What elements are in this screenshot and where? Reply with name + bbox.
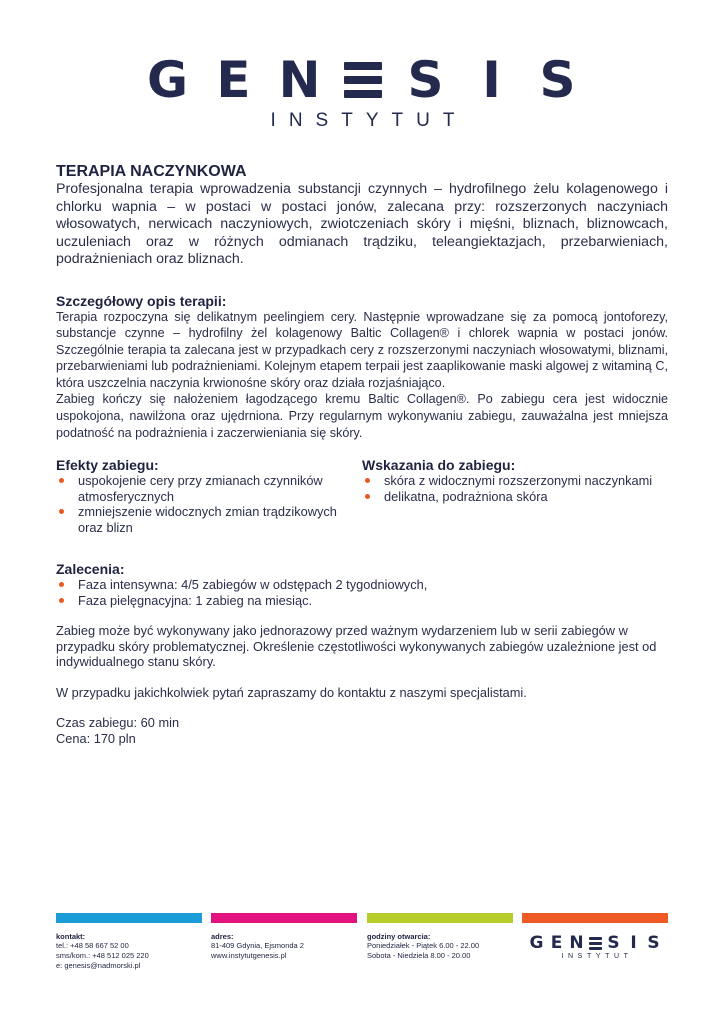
effects-section [56, 457, 362, 535]
page-title: TERAPIA NACZYNKOWA [56, 163, 247, 180]
list-item: skóra z widocznymi rozszerzonymi naczynkami [362, 473, 668, 489]
footer-bar-blue [56, 913, 202, 923]
list-item: Faza pielęgnacyjna: 1 zabieg na miesiąc. [56, 593, 668, 609]
footer-contact: kontakt: tel.: +48 58 667 52 00 sms/kom.: +48 512 025 220 e: genesis@nadmorski.pl [56, 913, 202, 971]
footer-hours: godziny otwarcia: Poniedziałek - Piątek 6.00 - 22.00 Sobota - Niedziela 8.00 - 20.00 [367, 913, 513, 961]
list-item: Faza intensywna: 4/5 zabiegów w odstępach 2 tygodniowych, [56, 577, 668, 593]
footer-bar-lime [367, 913, 513, 923]
details-paragraph-1: Terapia rozpoczyna się delikatnym peelingiem cery. Następnie wprowadzane się za pomocą jontoforezy, substancje czynne – hydrofilny żel kolagenowy Baltic Collagen® i chlorek wapnia w postaci jonów. Szczególnie terapia ta zalecana jest w przypadkach cery z rozszerzonymi naczyniach włosowatymi, bliznami, przebarwieniami lub podrażnieniami. Kolejnym etapem terpaii jest zaaplikowanie maski algowej z witaminą C, która uszczelnia naczynia krwionośne skóry oraz działa rozjaśniająco. [56, 309, 668, 390]
recommendations-list [56, 577, 668, 608]
duration: Czas zabiegu: 60 min [56, 715, 180, 731]
footer-bar-magenta [211, 913, 357, 923]
genesis-logo [0, 52, 725, 132]
list-item: zmniejszenie widocznych zmian trądzikowych oraz blizn [56, 504, 362, 535]
effects-list [56, 473, 362, 535]
website-link[interactable]: www.instytutgenesis.pl [211, 951, 287, 960]
details-paragraph-2: Zabieg kończy się nałożeniem łagodzącego kremu Baltic Collagen®. Po zabiegu cera jest widocznie uspokojona, nawilżona oraz ujędrniona. Przy regularnym wykonywaniu zabiegu, zauważalna jest mniejsza podatność na podrażnienia i zaczerwieniania się skóry. [56, 392, 668, 440]
footer-logo: G E N S I S INSTYTUT [529, 933, 660, 960]
indications-list [362, 473, 668, 504]
footer-bar-orange [522, 913, 668, 923]
note-contact: W przypadku jakichkolwiek pytań zapraszamy do kontaktu z naszymi specjalistami. [56, 684, 527, 700]
list-item: uspokojenie cery przy zmianach czynników atmosferycznych [56, 473, 362, 504]
list-item: delikatna, podrażniona skóra [362, 489, 668, 505]
effects-indications-columns [56, 457, 668, 535]
footer-address: adres: 81-409 Gdynia, Ejsmonda 2 www.instytutgenesis.pl [211, 913, 357, 961]
price: Cena: 170 pln [56, 730, 136, 746]
details-heading: Szczegółowy opis terapii: [56, 292, 227, 309]
logo-wordmark: G E N S I S [146, 51, 576, 109]
footer-brand [522, 913, 668, 923]
indications-heading: Wskazania do zabiegu: [362, 457, 516, 474]
intro-text: Profesjonalna terapia wprowadzenia substancji czynnych – hydrofilnego żelu kolagenowego i chlorku wapnia – w postaci w postaci jonów, zalecana przy: rozszerzonych naczyniach włosowatych, nerwicach naczyniowych, zwiotczeniach skóry i mięśni, bliznach, bliznowcach, uczuleniach oraz w różnych odmianach trądziku, teleangiektazjach, przebarwieniach, podrażnieniach oraz bliznach. [56, 181, 668, 267]
indications-section [362, 457, 668, 535]
recommendations-heading: Zalecenia: [56, 561, 125, 578]
logo-subtitle: INSTYTUT [270, 110, 468, 131]
footer-logo-triple-bar-icon [589, 937, 602, 950]
effects-heading: Efekty zabiegu: [56, 457, 159, 474]
note-frequency: Zabieg może być wykonywany jako jednorazowy przed ważnym wydarzeniem lub w serii zabiegów w przypadku skóry problematycznej. Określenie częstotliwości wykonywanych zabiegów uzależnione jest od indywidualnego stanu skóry. [56, 623, 657, 670]
main-content [56, 163, 668, 746]
logo-triple-bar-icon [344, 62, 382, 98]
